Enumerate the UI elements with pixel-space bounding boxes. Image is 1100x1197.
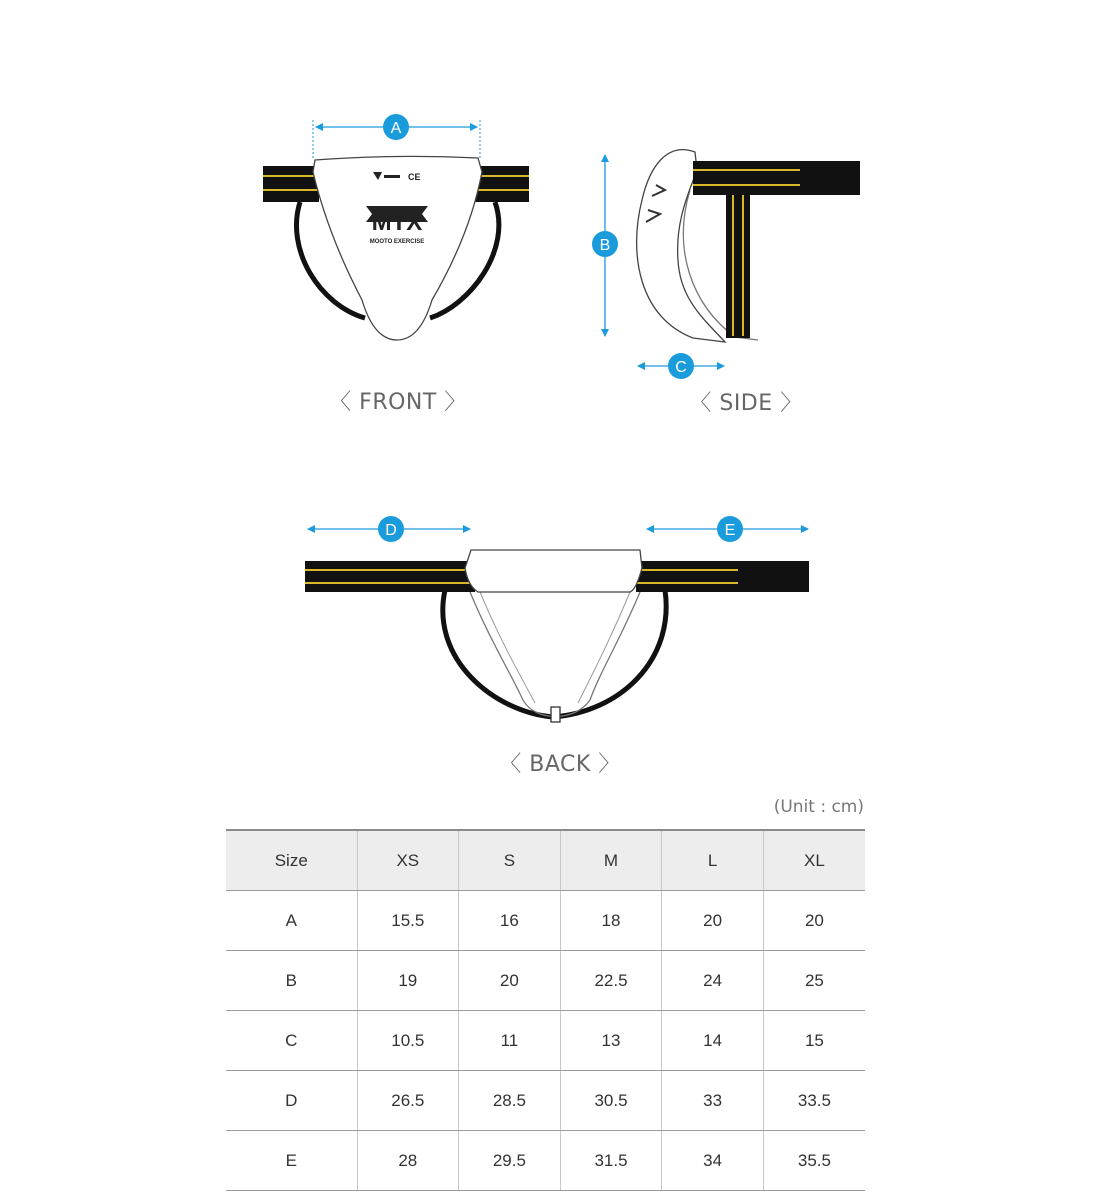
front-ce-mark: CE <box>408 172 421 182</box>
table-cell: 31.5 <box>560 1131 662 1191</box>
header-s: S <box>459 830 561 891</box>
dim-e-label: E <box>724 522 736 539</box>
front-cup <box>313 156 482 340</box>
row-label: C <box>226 1011 357 1071</box>
table-cell: 18 <box>560 891 662 951</box>
table-row <box>226 891 865 951</box>
front-view <box>263 114 529 415</box>
back-waist-panel <box>465 550 642 592</box>
front-right-strap <box>475 166 529 202</box>
dim-a-label: A <box>390 120 402 137</box>
table-cell: 19 <box>357 951 459 1011</box>
table-cell: 22.5 <box>560 951 662 1011</box>
table-cell: 24 <box>662 951 764 1011</box>
dim-d-label: D <box>385 522 397 539</box>
table-row <box>226 951 865 1011</box>
side-vertical-strap <box>726 180 750 338</box>
header-size: Size <box>226 830 357 891</box>
table-cell: 33.5 <box>763 1071 865 1131</box>
size-chart-table <box>226 829 865 1191</box>
header-xl: XL <box>763 830 865 891</box>
table-row <box>226 1071 865 1131</box>
header-xs: XS <box>357 830 459 891</box>
back-buckle <box>551 707 560 722</box>
header-m: M <box>560 830 662 891</box>
table-cell: 26.5 <box>357 1071 459 1131</box>
front-mtx-logo: MTX <box>371 209 423 236</box>
table-cell: 11 <box>459 1011 561 1071</box>
side-view <box>592 150 860 416</box>
back-right-strap <box>636 561 809 592</box>
table-cell: 20 <box>662 891 764 951</box>
table-cell: 33 <box>662 1071 764 1131</box>
header-l: L <box>662 830 764 891</box>
table-cell: 15.5 <box>357 891 459 951</box>
table-row <box>226 1131 865 1191</box>
dim-c-label: C <box>675 359 687 376</box>
table-header-row <box>226 830 865 891</box>
back-view <box>305 516 809 777</box>
table-cell: 20 <box>459 951 561 1011</box>
front-tagline: MOOTO EXERCISE <box>369 239 425 245</box>
table-cell: 20 <box>763 891 865 951</box>
unit-note: (Unit : cm) <box>773 797 864 817</box>
front-left-strap <box>263 166 319 202</box>
row-label: B <box>226 951 357 1011</box>
row-label: A <box>226 891 357 951</box>
table-cell: 28 <box>357 1131 459 1191</box>
dim-b-label: B <box>599 237 611 254</box>
table-cell: 30.5 <box>560 1071 662 1131</box>
table-cell: 15 <box>763 1011 865 1071</box>
table-cell: 35.5 <box>763 1131 865 1191</box>
row-label: E <box>226 1131 357 1191</box>
back-left-strap <box>305 561 475 592</box>
table-cell: 16 <box>459 891 561 951</box>
table-cell: 13 <box>560 1011 662 1071</box>
table-cell: 29.5 <box>459 1131 561 1191</box>
table-cell: 34 <box>662 1131 764 1191</box>
front-view-label: 〈 FRONT 〉 <box>329 390 467 415</box>
table-cell: 14 <box>662 1011 764 1071</box>
table-cell: 25 <box>763 951 865 1011</box>
back-view-label: 〈 BACK 〉 <box>499 752 621 777</box>
table-cell: 10.5 <box>357 1011 459 1071</box>
table-cell: 28.5 <box>459 1071 561 1131</box>
table-row <box>226 1011 865 1071</box>
row-label: D <box>226 1071 357 1131</box>
side-horizontal-strap <box>693 161 860 195</box>
side-view-label: 〈 SIDE 〉 <box>689 391 803 416</box>
